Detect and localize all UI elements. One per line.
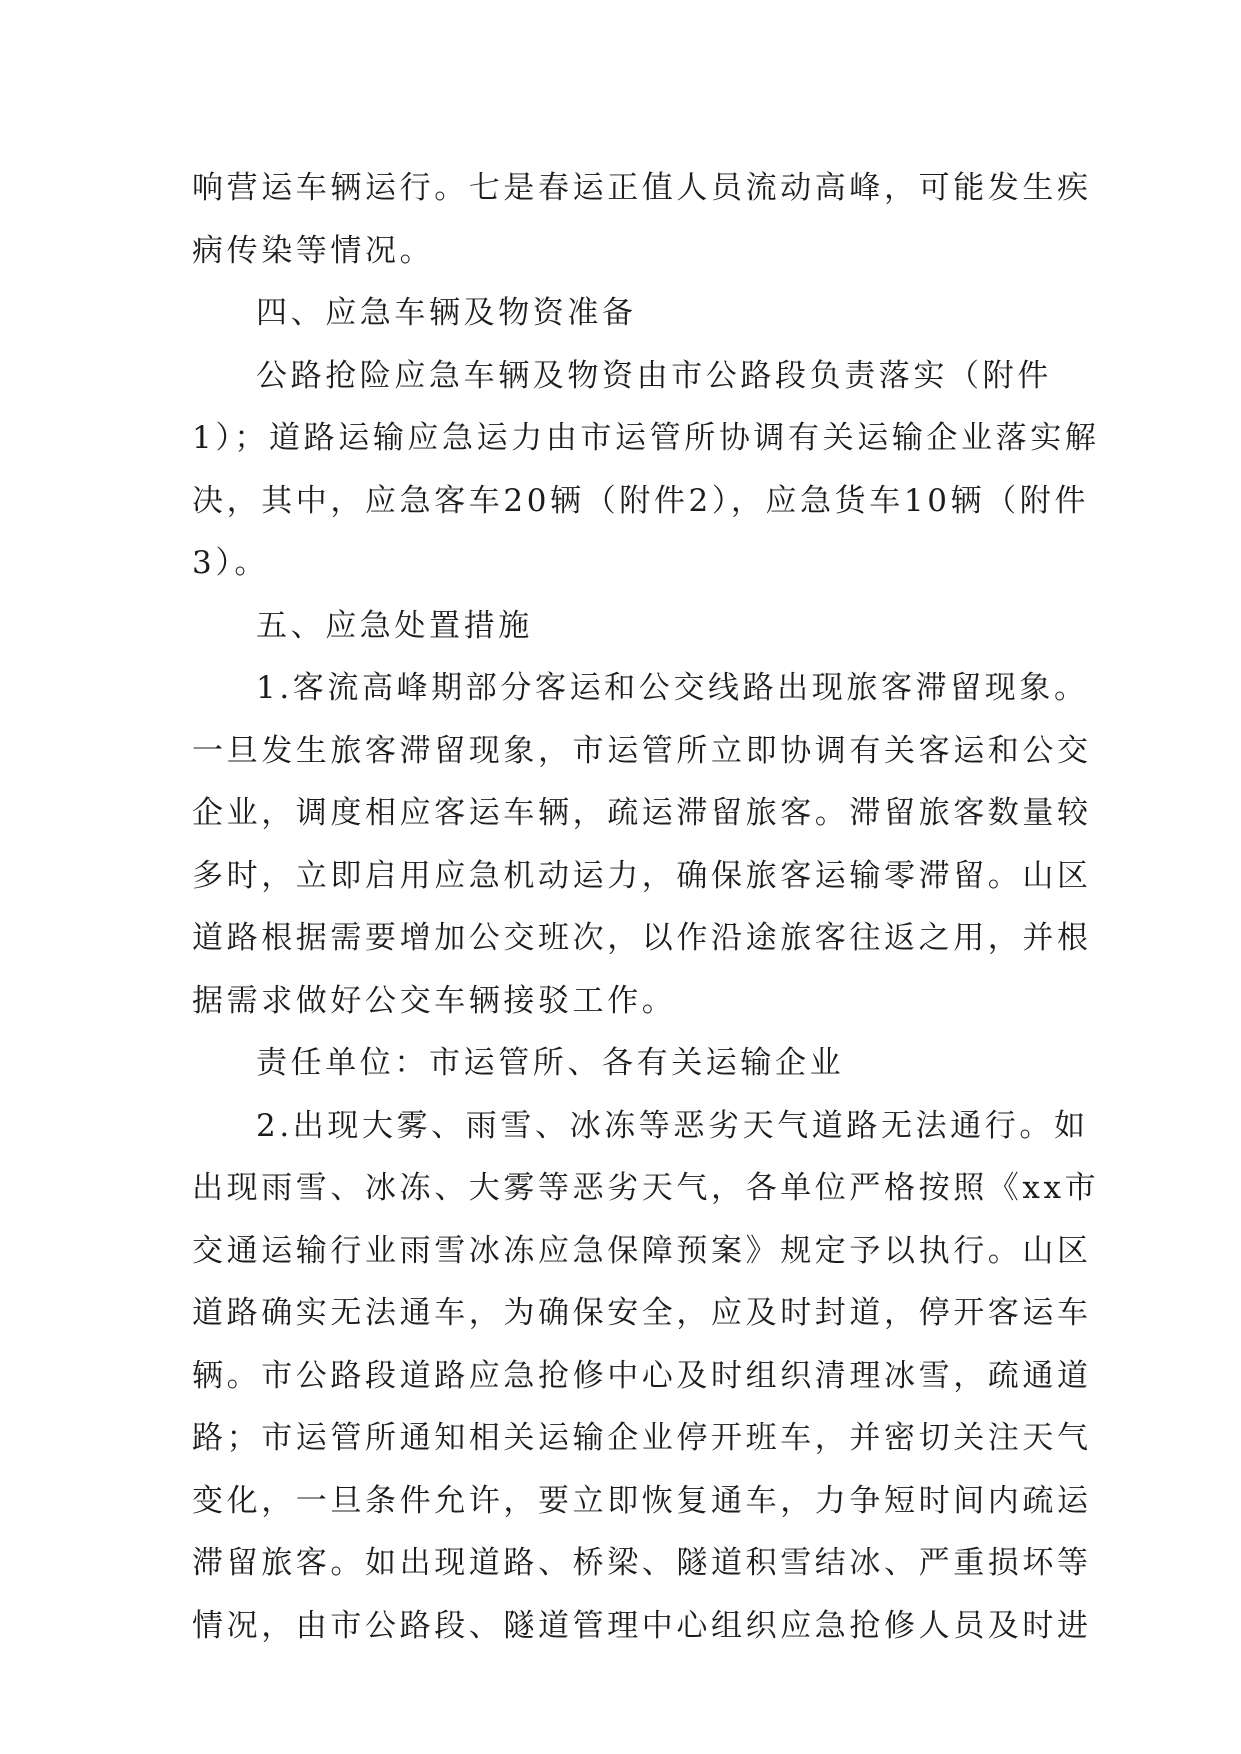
document-body [192,157,1100,1657]
text-line: 3）。 [192,545,270,581]
text-line: 出现雨雪、冰冻、大雾等恶劣天气，各单位严格按照《xx市 [192,1170,1100,1206]
text-line: 路；市运管所通知相关运输企业停开班车，并密切关注天气 [192,1420,1092,1456]
text-line: 多时，立即启用应急机动运力，确保旅客运输零滞留。山区 [192,857,1092,894]
text-line: 交通运输行业雨雪冰冻应急保障预案》规定予以执行。山区 [192,1232,1092,1269]
text-line: 决，其中，应急客车20辆（附件2），应急货车10辆（附件 [192,482,1089,519]
text-line: 道路根据需要增加公交班次，以作沿途旅客往返之用，并根 [192,920,1092,956]
paragraph-start: 2.出现大雾、雨雪、冰冻等恶劣天气道路无法通行。如 [256,1107,1089,1144]
paragraph-start: 公路抢险应急车辆及物资由市公路段负责落实（附件 [256,357,1052,394]
text-line: 变化，一旦条件允许，要立即恢复通车，力争短时间内疏运 [192,1482,1092,1519]
section-heading: 四、应急车辆及物资准备 [256,295,637,331]
text-line: 响营运车辆运行。七是春运正值人员流动高峰，可能发生疾 [192,170,1092,206]
text-line: 一旦发生旅客滞留现象，市运管所立即协调有关客运和公交 [192,732,1092,769]
responsible-unit-line: 责任单位：市运管所、各有关运输企业 [256,1045,845,1081]
section-heading: 五、应急处置措施 [256,607,533,644]
text-line: 据需求做好公交车辆接驳工作。 [192,982,677,1019]
text-line: 辆。市公路段道路应急抢修中心及时组织清理冰雪，疏通道 [192,1357,1092,1394]
text-line: 道路确实无法通车，为确保安全，应及时封道，停开客运车 [192,1295,1092,1331]
paragraph-start: 1.客流高峰期部分客运和公交线路出现旅客滞留现象。 [256,670,1089,706]
text-line: 1）；道路运输应急运力由市运管所协调有关运输企业落实解 [192,420,1100,456]
text-line: 情况，由市公路段、隧道管理中心组织应急抢修人员及时进 [192,1607,1092,1644]
text-line: 企业，调度相应客运车辆，疏运滞留旅客。滞留旅客数量较 [192,795,1092,831]
text-line: 病传染等情况。 [192,232,435,269]
text-line: 滞留旅客。如出现道路、桥梁、隧道积雪结冰、严重损坏等 [192,1545,1092,1581]
